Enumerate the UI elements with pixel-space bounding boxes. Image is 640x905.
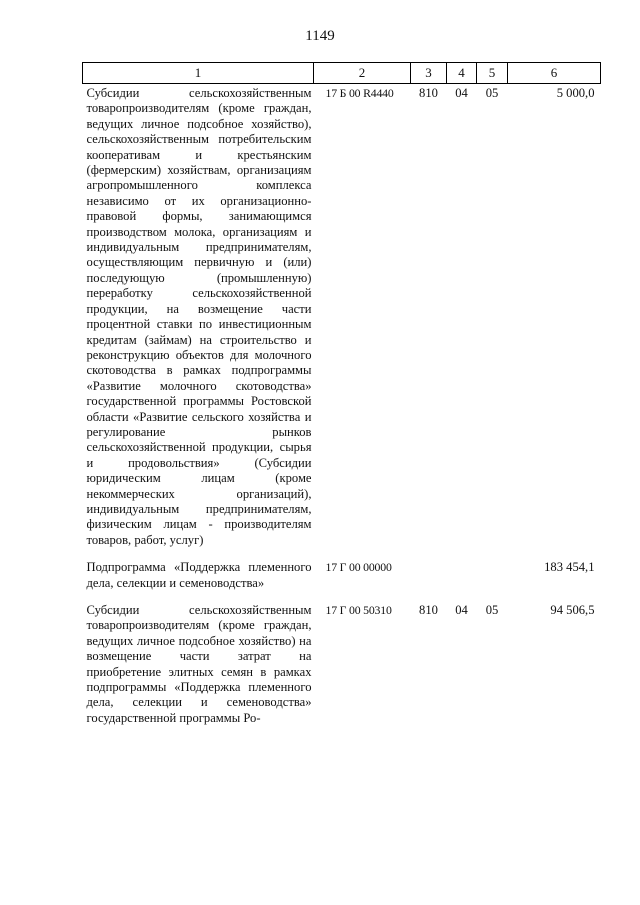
budget-table xyxy=(82,62,601,726)
row-name: Субсидии сельскохозяйственным товаропроизводителям (кроме граждан, ведущих личное подсобное хозяйство), сельскохозяйственным потребительским кооперативам и крестьянским (фермерским) хозяйствам, организациям агропромышленного комплекса независимо от их организационно-правовой формы, занимающимся производством молока, организациям и индивидуальным предпринимателям, осуществляющим первичную и (или) последующую (промышленную) переработку сельскохозяйственной продукции, на возмещение части процентной ставки по инвестиционным кредитам (займам) на строительство и реконструкцию объектов для молочного скотоводства в рамках подпрограммы «Развитие молочного скотоводства» государственной программы Ростовской области «Развитие сельского хозяйства и регулирование рынков сельскохозяйственной продукции, сырья и продовольствия» (Субсидии юридическим лицам (кроме некоммерческих организаций), индивидуальным предпринимателям, физическим лицам - производителям товаров, работ, услуг) xyxy=(86,86,312,547)
header-col-5: 5 xyxy=(477,63,508,84)
row-col-4: 04 xyxy=(455,86,468,100)
row-code: 17 Г 00 50310 xyxy=(325,603,392,617)
table-row xyxy=(83,558,601,591)
row-code: 17 Г 00 00000 xyxy=(325,560,392,575)
row-col-5: 05 xyxy=(485,86,499,100)
row-col-3: 810 xyxy=(419,603,438,617)
header-col-1: 1 xyxy=(83,63,314,84)
header-col-4: 4 xyxy=(447,63,477,84)
row-col-4 xyxy=(447,558,477,591)
row-col-3: 810 xyxy=(419,86,438,100)
table-row xyxy=(83,601,601,726)
table-row xyxy=(83,84,601,549)
row-amount: 5 000,0 xyxy=(556,86,595,100)
row-col-4: 04 xyxy=(455,603,468,617)
row-spacer xyxy=(83,548,601,558)
row-amount: 94 506,5 xyxy=(550,603,595,617)
header-col-2: 2 xyxy=(314,63,411,84)
header-col-6: 6 xyxy=(508,63,601,84)
row-col-5: 05 xyxy=(485,603,499,617)
table-header-row xyxy=(83,63,601,84)
row-col-3 xyxy=(411,558,447,591)
row-amount: 183 454,1 xyxy=(544,560,595,575)
page-number: 1149 xyxy=(305,28,335,44)
row-name: Субсидии сельскохозяйственным товаропроизводителям (кроме граждан, ведущих личное подсобное хозяйство) на возмещение части затрат на приобретение элитных семян в рамках подпрограммы «Поддержка племенного дела, селекции и семеноводства» государственной программы Ро- xyxy=(86,603,312,725)
row-spacer xyxy=(83,591,601,601)
row-name: Подпрограмма «Поддержка племенного дела, селекции и семеноводства» xyxy=(86,560,312,590)
row-code: 17 Б 00 R4440 xyxy=(325,86,394,100)
header-col-3: 3 xyxy=(411,63,447,84)
row-col-5 xyxy=(477,558,508,591)
